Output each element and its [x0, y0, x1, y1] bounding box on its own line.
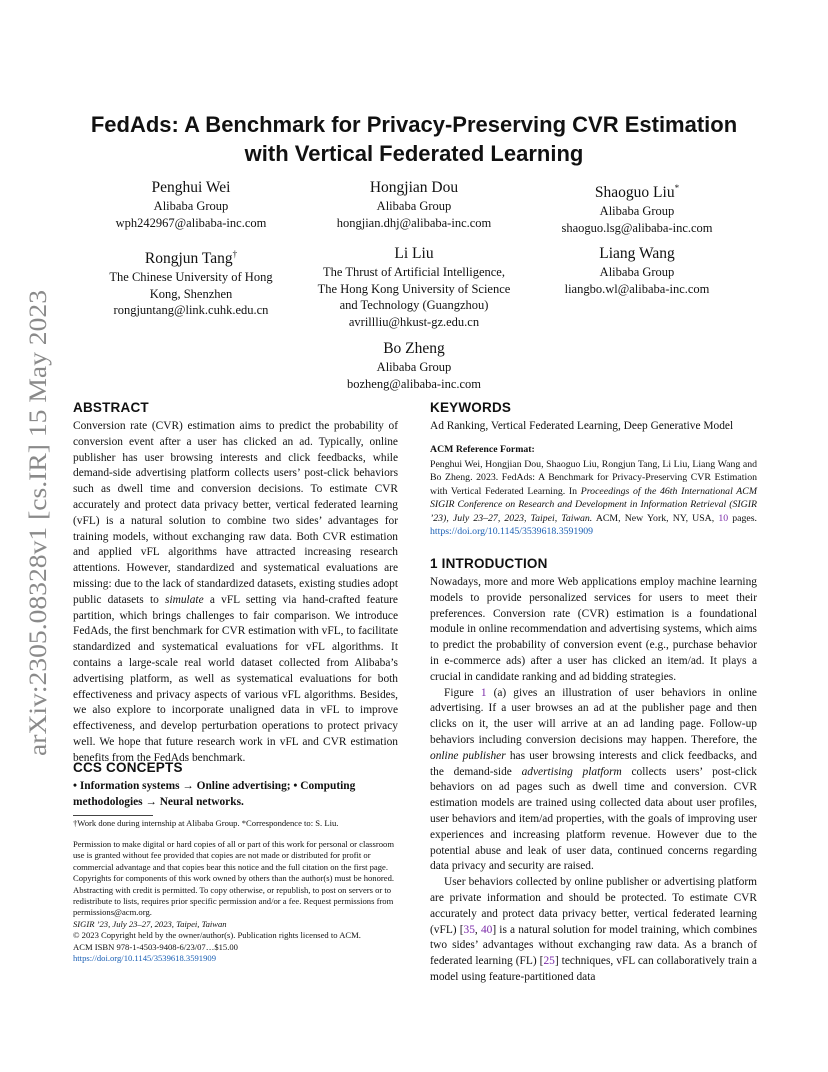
keywords-text: Ad Ranking, Vertical Federated Learning, Deep Generative Model: [430, 420, 734, 432]
title-line-1: FedAds: A Benchmark for Privacy-Preserving CVR Estimation: [90, 112, 738, 137]
intro-emphasis: online publisher: [430, 749, 506, 762]
reference-pages[interactable]: 10: [718, 512, 729, 524]
author-name: Hongjian Dou: [369, 179, 459, 196]
intro-paragraph: Nowadays, more and more Web applications employ machine learning models to provide personalized services for users to meet their preferences. Conversion rate (CVR) estimation is a foundational module in online recommendation and advertising systems, which aims to predict the probability of conversion event (e.g., purchase behavior in e-commerce ads) after a user has clicked an item/ad. It plays a crucial in candidate ranking and ad bidding strategies.: [430, 576, 757, 683]
author-email: shaoguo.lsg@alibaba-inc.com: [561, 220, 713, 235]
intro-emphasis: advertising platform: [521, 765, 622, 778]
reference-text: pages.: [728, 512, 758, 524]
citation-link[interactable]: 25: [543, 955, 555, 968]
author-affiliation: Alibaba Group: [599, 265, 675, 279]
arxiv-stamp-text: arXiv:2305.08328v1 [cs.IR] 15 May 2023: [25, 333, 52, 756]
author-affiliation: Alibaba Group: [376, 199, 452, 213]
intro-text: ] is a natural solution for model training, which combines two sides’ advantages without exchanging raw data. As a branch of federated learning (FL) [: [430, 923, 758, 968]
author-name: Liang Wang: [599, 245, 675, 262]
author-email: wph242967@alibaba-inc.com: [115, 215, 267, 230]
author-block: [532, 244, 742, 297]
ccs-heading: CCS CONCEPTS: [73, 760, 183, 775]
arxiv-stamp: [20, 288, 56, 760]
footnote: †Work done during internship at Alibaba Group. *Correspondence to: S. Liu.: [73, 818, 339, 828]
author-affiliation: Alibaba Group: [376, 360, 452, 374]
intro-text: ,: [474, 923, 481, 936]
author-name: Li Liu: [394, 245, 434, 262]
intro-text: ] techniques, vFL can collaboratively train a model using feature-partitioned data: [430, 955, 757, 983]
citation-link[interactable]: 35: [463, 923, 475, 936]
intro-paragraph: [430, 686, 757, 876]
author-mark: †: [232, 249, 238, 259]
abstract-body: [73, 419, 398, 767]
author-block: [305, 244, 523, 330]
author-block: [305, 339, 523, 392]
author-affiliation: Alibaba Group: [153, 199, 229, 213]
permission-notice: Permission to make digital or hard copies of all or part of this work for personal or classroom use is granted without fee provided that copies are not made or distributed for profit or commercial advantage and that copies bear this notice and the full citation on the first page. Copyrights for components of this work owned by others than the author(s) must be honored. Abstracting with credit is permitted. To copy otherwise, or republish, to post on servers or to redistribute to lists, requires prior specific permission and/or a fee. Request permissions from permissions@acm.org.: [73, 839, 395, 918]
author-name: Penghui Wei: [151, 179, 231, 196]
author-block: [86, 178, 296, 231]
author-name: Shaoguo Liu: [594, 184, 675, 202]
reference-format: [430, 458, 757, 538]
footnote-rule: [73, 815, 153, 816]
author-block: [86, 244, 296, 319]
reference-heading: ACM Reference Format:: [430, 444, 535, 455]
keywords-heading: KEYWORDS: [430, 400, 512, 415]
author-affiliation: The Hong Kong University of Science: [317, 281, 511, 296]
copyright-line: © 2023 Copyright held by the owner/author(s). Publication rights licensed to ACM.: [73, 930, 361, 941]
intro-text: Figure: [444, 686, 481, 699]
intro-paragraph: [430, 875, 757, 986]
figure-ref[interactable]: 1: [480, 686, 487, 699]
paper-title: [60, 110, 768, 168]
introduction-body: [430, 575, 757, 986]
author-name-line: [86, 244, 296, 269]
author-email: bozheng@alibaba-inc.com: [346, 376, 482, 391]
author-affiliation: Kong, Shenzhen: [149, 286, 233, 301]
venue-line: SIGIR ’23, July 23–27, 2023, Taipei, Taiwan: [73, 918, 227, 929]
abstract-heading: ABSTRACT: [73, 400, 149, 415]
author-email: hongjian.dhj@alibaba-inc.com: [336, 215, 492, 230]
author-name: Bo Zheng: [383, 340, 445, 357]
intro-text: User behaviors collected by online publisher or advertising platform are private information and should be protected. To estimate CVR accurately and protect data privacy better, vertical federated learning (vFL) [: [430, 876, 757, 936]
reference-text: ACM, New York, NY, USA,: [592, 512, 719, 524]
intro-text: collects users’ post-click behaviors on ad pages such as dwell time and conversion. CVR estimation models are trained using collected data about user profiles, user behaviors and item/ad properties, with the goals of improving user experiences and increasing platform revenue. However due to the potential abuse and leak of user data, continued concerns regarding data privacy and security are raised.: [430, 765, 758, 873]
title-line-2: with Vertical Federated Learning: [244, 141, 584, 166]
author-affiliation: The Chinese University of Hong: [109, 270, 273, 285]
permission-block: [73, 839, 398, 964]
author-affiliation: and Technology (Guangzhou): [339, 298, 489, 312]
author-block: [305, 178, 523, 231]
intro-text: (a) gives an illustration of user behaviors in online advertising. If a user browses an ad at the publisher page and then clicks on it, the user will arrive at an ad landing page. Follow-up behaviors including conversion decisions may happen. Therefore, the: [430, 686, 757, 746]
abstract-text: Conversion rate (CVR) estimation aims to predict the probability of conversion event after a user has clicked an ad. Typically, online publisher has user browsing interests and click feedbacks, while demand-side advertising platform collects users’ post-click behaviors such as dwell time and conversion decisions. To estimate CVR accurately and protect data privacy better, vertical federated learning (vFL) is a natural solution to combine two sides’ advantages for training models, without exchanging raw data. Both CVR estimation and applied vFL algorithms have attracted increasing research attentions. However, standardized and systematical evaluations are missing: due to the lack of standardized datasets, existing studies adopt public datasets to: [73, 420, 398, 606]
intro-text: has user browsing interests and click feedbacks, and the demand-side: [430, 749, 757, 778]
doi-link[interactable]: https://doi.org/10.1145/3539618.3591909: [73, 953, 216, 964]
author-mark: *: [674, 183, 680, 193]
author-name-line: [532, 178, 742, 203]
introduction-heading: 1 INTRODUCTION: [430, 556, 548, 571]
isbn-line: ACM ISBN 978-1-4503-9408-6/23/07…$15.00: [73, 941, 238, 952]
author-email: rongjuntang@link.cuhk.edu.cn: [113, 303, 269, 318]
author-email: liangbo.wl@alibaba-inc.com: [564, 281, 710, 296]
abstract-emphasis: simulate: [165, 593, 204, 606]
author-affiliation: Alibaba Group: [599, 204, 675, 219]
reference-text: Penghui Wei, Hongjian Dou, Shaoguo Liu, Rongjun Tang, Li Liu, Liang Wang and Bo Zheng. 2023. FedAds: A Benchmark for Privacy-Preserving CVR Estimation with Vertical Federated Learning. In: [430, 459, 757, 497]
citation-link[interactable]: 40: [480, 923, 493, 936]
reference-proceedings: Proceedings of the 46th International ACM SIGIR Conference on Research and Development in Information Retrieval (SIGIR ’23), July 23–27, 2023, Taipei, Taiwan.: [430, 485, 757, 524]
author-name: Rongjun Tang: [144, 250, 233, 268]
reference-doi-link[interactable]: https://doi.org/10.1145/3539618.3591909: [430, 526, 594, 538]
author-affiliation: The Thrust of Artificial Intelligence,: [322, 265, 505, 279]
ccs-concepts: • Information systems → Online advertising; • Computing methodologies → Neural networks.: [73, 780, 356, 808]
author-email: avrillliu@hkust-gz.edu.cn: [348, 314, 480, 329]
abstract-text: a vFL setting via hand-crafted feature partition, which brings challenges to fair comparison. We introduce FedAds, the first benchmark for CVR estimation with vFL, to facilitate standardized and systematical evaluations for vFL algorithms. It contains a large-scale real world dataset collected from Alibaba’s advertising platform, as well as systematical evaluations for both effectiveness and privacy aspects of various vFL algorithms. Besides, we also explore to incorporate unaligned data in vFL to improve effectiveness, and develop perturbation operations to protect privacy well. We hope that future research work in vFL and CVR estimation benefits from the FedAds benchmark.: [73, 593, 398, 764]
author-block: [532, 178, 742, 236]
